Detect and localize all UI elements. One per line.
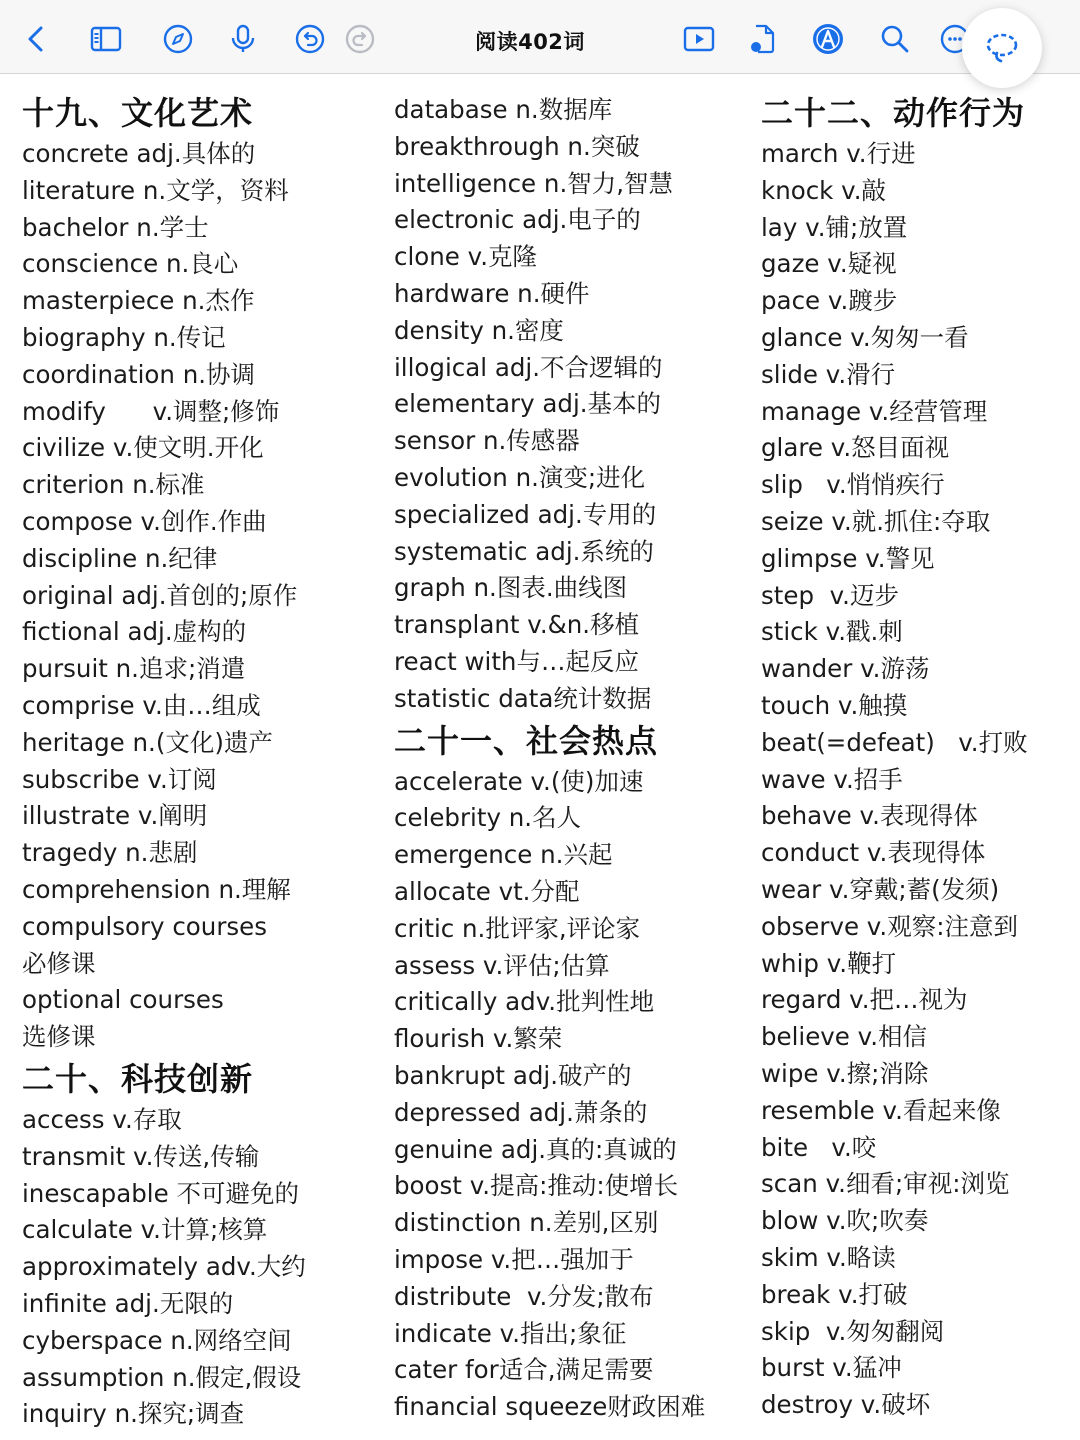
- word-column-2: [394, 92, 705, 1426]
- word-entry: bite v.咬: [761, 1132, 877, 1162]
- word-entry: literature n.文学，资料: [22, 175, 289, 205]
- word-entry: criterion n.标准: [22, 470, 205, 500]
- word-entry: destroy v.破坏: [761, 1390, 931, 1420]
- word-entry: stick v.戳.刺: [761, 617, 903, 647]
- word-entry: react with与…起反应: [394, 646, 639, 676]
- word-entry: believe v.相信: [761, 1022, 928, 1052]
- word-entry: regard v.把…视为: [761, 985, 968, 1015]
- word-entry: masterpiece n.杰作: [22, 286, 255, 316]
- word-entry: critically adv.批判性地: [394, 987, 655, 1017]
- word-entry: knock v.敲: [761, 175, 887, 205]
- word-entry: slide v.滑行: [761, 359, 896, 389]
- word-entry: skip v.匆匆翻阅: [761, 1316, 945, 1346]
- word-entry: intelligence n.智力,智慧: [394, 168, 674, 198]
- word-entry: sensor n.传感器: [394, 426, 580, 456]
- word-entry: impose v.把…强加于: [394, 1244, 634, 1274]
- word-entry: subscribe v.订阅: [22, 764, 217, 794]
- word-entry: civilize v.使文明.开化: [22, 433, 264, 463]
- word-entry: illogical adj.不合逻辑的: [394, 352, 663, 382]
- word-entry: assess v.评估;估算: [394, 950, 610, 980]
- word-entry: step v.迈步: [761, 580, 899, 610]
- document-audio-icon[interactable]: [746, 22, 780, 56]
- word-entry: emergence n.兴起: [394, 840, 613, 870]
- word-entry: wander v.游荡: [761, 654, 930, 684]
- word-entry: march v.行进: [761, 139, 916, 168]
- pen-tool-icon[interactable]: [811, 22, 845, 56]
- word-entry: modify v.调整;修饰: [22, 396, 280, 426]
- compass-icon[interactable]: [161, 22, 195, 56]
- word-column-3: [761, 90, 1028, 1424]
- word-entry: burst v.猛冲: [761, 1353, 902, 1383]
- word-entry: cater for适合,满足需要: [394, 1355, 654, 1385]
- word-entry: wear v.穿戴;蓄(发须): [761, 874, 1000, 904]
- word-entry: conscience n.良心: [22, 249, 239, 279]
- word-entry: cyberspace n.网络空间: [22, 1325, 292, 1355]
- word-entry: lay v.铺;放置: [761, 212, 908, 242]
- word-entry: financial squeeze财政困难: [394, 1392, 706, 1422]
- word-entry: comprehension n.理解: [22, 874, 291, 904]
- word-entry: hardware n.硬件: [394, 278, 590, 308]
- word-entry: whip v.鞭打: [761, 948, 897, 978]
- section-heading: 二十二、动作行为: [761, 94, 1026, 132]
- word-entry: distribute v.分发;散布: [394, 1281, 654, 1311]
- word-entry: heritage n.(文化)遗产: [22, 727, 273, 757]
- word-entry: access v.存取: [22, 1104, 182, 1134]
- word-entry: transmit v.传送,传输: [22, 1141, 260, 1171]
- word-entry: inquiry n.探究;调查: [22, 1399, 245, 1429]
- word-entry: clone v.克隆: [394, 242, 538, 272]
- word-entry: calculate v.计算;核算: [22, 1215, 268, 1245]
- word-entry: specialized adj.专用的: [394, 499, 657, 529]
- word-entry: bankrupt adj.破产的: [394, 1060, 632, 1090]
- word-entry: database n.数据库: [394, 95, 613, 124]
- word-entry: 选修课: [22, 1022, 96, 1052]
- word-entry: skim v.略读: [761, 1242, 896, 1272]
- word-entry: original adj.首创的;原作: [22, 580, 298, 610]
- word-entry: distinction n.差别,区别: [394, 1208, 659, 1238]
- word-entry: resemble v.看起来像: [761, 1095, 1001, 1125]
- word-entry: glance v.匆匆一看: [761, 322, 969, 352]
- word-entry: accelerate v.(使)加速: [394, 766, 644, 796]
- word-entry: tragedy n.悲剧: [22, 838, 198, 868]
- word-entry: genuine adj.真的:真诚的: [394, 1134, 677, 1164]
- word-entry: behave v.表现得体: [761, 801, 978, 831]
- lasso-icon[interactable]: [962, 8, 1042, 88]
- word-column-1: [22, 90, 306, 1433]
- word-entry: flourish v.繁荣: [394, 1024, 563, 1054]
- word-entry: depressed adj.萧条的: [394, 1097, 648, 1127]
- play-slideshow-icon[interactable]: [682, 22, 716, 56]
- section-heading: 二十、科技创新: [22, 1059, 254, 1098]
- word-entry: transplant v.&n.移植: [394, 610, 640, 640]
- word-entry: glimpse v.警见: [761, 543, 935, 573]
- word-entry: pursuit n.追求;消遣: [22, 654, 246, 684]
- word-entry: celebrity n.名人: [394, 803, 582, 833]
- word-entry: slip v.悄悄疾行: [761, 470, 945, 500]
- word-entry: approximately adv.大约: [22, 1252, 306, 1282]
- back-chevron-icon[interactable]: [20, 22, 54, 56]
- word-entry: coordination n.协调: [22, 359, 256, 389]
- word-entry: 必修课: [22, 948, 96, 978]
- word-entry: concrete adj.具体的: [22, 139, 256, 168]
- word-entry: touch v.触摸: [761, 690, 908, 720]
- word-entry: biography n.传记: [22, 322, 226, 352]
- word-entry: bachelor n.学士: [22, 212, 209, 242]
- word-entry: elementary adj.基本的: [394, 389, 662, 419]
- word-entry: boost v.提高:推动:使增长: [394, 1171, 679, 1201]
- redo-icon[interactable]: [343, 22, 377, 56]
- word-entry: illustrate v.阐明: [22, 801, 208, 831]
- word-entry: assumption n.假定,假设: [22, 1362, 302, 1392]
- word-entry: evolution n.演变;进化: [394, 462, 646, 492]
- section-heading: 十九、文化艺术: [22, 94, 254, 132]
- word-entry: manage v.经营管理: [761, 396, 988, 426]
- toolbar: [0, 0, 1080, 74]
- word-entry: critic n.批评家,评论家: [394, 913, 641, 943]
- word-entry: wave v.招手: [761, 764, 903, 794]
- search-icon[interactable]: [878, 22, 912, 56]
- word-entry: glare v.怒目面视: [761, 433, 950, 463]
- sidebar-icon[interactable]: [89, 22, 123, 56]
- word-entry: scan v.细看;审视:浏览: [761, 1169, 1010, 1199]
- word-entry: electronic adj.电子的: [394, 205, 641, 235]
- word-entry: wipe v.擦;消除: [761, 1058, 929, 1088]
- word-entry: break v.打破: [761, 1279, 908, 1309]
- word-entry: compose v.创作.作曲: [22, 506, 267, 536]
- word-entry: infinite adj.无限的: [22, 1288, 234, 1318]
- word-entry: conduct v.表现得体: [761, 838, 986, 868]
- microphone-icon[interactable]: [226, 22, 260, 56]
- word-entry: graph n.图表.曲线图: [394, 573, 628, 603]
- word-entry: discipline n.纪律: [22, 543, 218, 573]
- word-entry: indicate v.指出;象征: [394, 1318, 627, 1348]
- word-entry: statistic data统计数据: [394, 683, 652, 713]
- word-entry: blow v.吹;吹奏: [761, 1206, 929, 1236]
- word-entry: comprise v.由…组成: [22, 690, 261, 720]
- word-entry: systematic adj.系统的: [394, 536, 654, 566]
- word-entry: optional courses: [22, 985, 224, 1015]
- word-entry: fictional adj.虚构的: [22, 617, 247, 647]
- word-entry: density n.密度: [394, 315, 564, 345]
- undo-icon[interactable]: [293, 22, 327, 56]
- word-entry: compulsory courses: [22, 911, 267, 941]
- word-entry: pace v.踱步: [761, 286, 898, 316]
- word-entry: observe v.观察:注意到: [761, 911, 1018, 941]
- section-heading: 二十一、社会热点: [394, 721, 659, 760]
- word-entry: breakthrough n.突破: [394, 131, 640, 161]
- word-entry: gaze v.疑视: [761, 249, 897, 279]
- document-title: 阅读402词: [475, 30, 585, 54]
- word-entry: beat(=defeat) v.打败: [761, 727, 1028, 757]
- word-entry: allocate vt.分配: [394, 876, 580, 906]
- word-entry: seize v.就.抓住:夺取: [761, 506, 991, 536]
- word-entry: inescapable 不可避免的: [22, 1178, 299, 1208]
